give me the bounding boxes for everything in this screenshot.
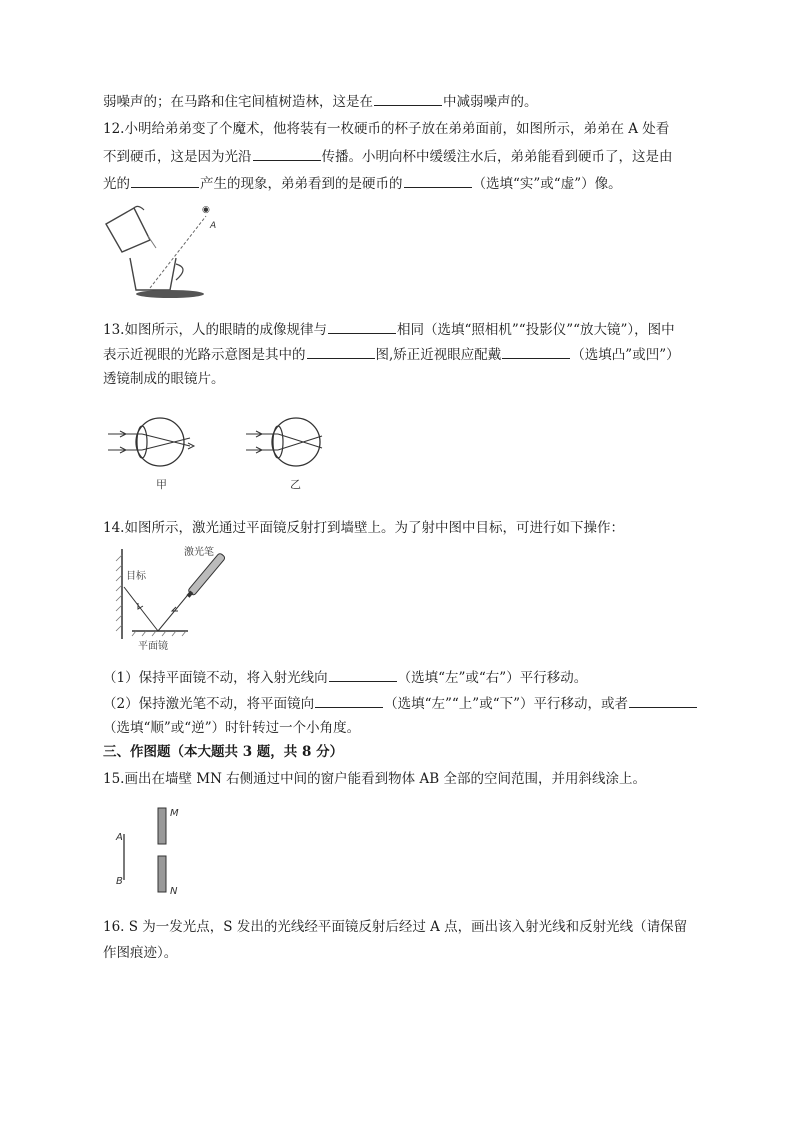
answer-blank[interactable] <box>315 694 383 708</box>
text: 相同（选填“照相机”“投影仪”“放大镜”），图中 <box>396 322 675 338</box>
text: 透镜制成的眼镜片。 <box>103 371 225 387</box>
answer-blank[interactable] <box>629 694 697 708</box>
section-heading <box>103 743 343 761</box>
text: （选填“实”或“虚”）像。 <box>472 176 622 192</box>
answer-blank[interactable] <box>328 320 396 334</box>
text-line <box>103 92 538 111</box>
question-13-line3 <box>103 370 225 388</box>
answer-blank[interactable] <box>404 174 472 188</box>
text: 不到硬币，这是因为光沿 <box>103 149 252 165</box>
text: 12.小明给弟弟变了个魔术，他将装有一枚硬币的杯子放在弟弟面前，如图所示，弟弟在 A 处看 <box>103 121 670 137</box>
text: 13.如图所示，人的眼睛的成像规律与 <box>103 322 327 338</box>
answer-blank[interactable] <box>253 147 321 161</box>
laser-mirror-figure <box>110 545 240 655</box>
question-14-sub3 <box>103 719 360 737</box>
text: （选填“左”或“右”）平行移动。 <box>397 670 588 686</box>
text: 产生的现象，弟弟看到的是硬币的 <box>200 176 403 192</box>
question-12-line1 <box>103 120 669 138</box>
cup-coin-figure <box>100 200 220 302</box>
eye-diagrams-figure <box>100 408 340 500</box>
eye-right <box>246 418 322 491</box>
answer-blank[interactable] <box>307 345 375 359</box>
eye-left <box>108 418 194 491</box>
label-N: N <box>170 886 178 897</box>
label-M: M <box>170 808 179 819</box>
question-12-line3 <box>103 174 622 193</box>
target-label: 目标 <box>126 571 146 582</box>
wall-window-figure <box>110 804 210 900</box>
text: 中减弱噪声的。 <box>443 94 538 110</box>
question-16-line2 <box>103 944 177 962</box>
question-12-line2 <box>103 147 673 166</box>
eye-label-left: 甲 <box>156 478 167 491</box>
answer-blank[interactable] <box>329 668 397 682</box>
question-16-line1 <box>103 918 687 936</box>
label-B: B <box>116 876 123 887</box>
text: 传播。小明向杯中缓缓注水后，弟弟能看到硬币了，这是由 <box>321 149 673 165</box>
question-15-line <box>103 770 646 788</box>
text: （选填“左”“上”或“下”）平行移动，或者 <box>384 696 629 712</box>
laser-label: 激光笔 <box>184 547 214 558</box>
text: （选填凸”或凹”） <box>571 347 680 363</box>
text: 作图痕迹）。 <box>103 945 178 961</box>
text: 15.画出在墙壁 MN 右侧通过中间的窗户能看到物体 AB 全部的空间范围，并用斜线涂上。 <box>103 771 646 787</box>
text: 弱噪声的；在马路和住宅间植树造林，这是在 <box>103 94 373 110</box>
question-14-sub2 <box>103 694 698 713</box>
label-A-cup: A <box>210 221 217 231</box>
text: 14.如图所示，激光通过平面镜反射打到墙壁上。为了射中图中目标，可进行如下操作： <box>103 520 624 536</box>
answer-blank[interactable] <box>374 92 442 106</box>
answer-blank[interactable] <box>131 174 199 188</box>
text: 表示近视眼的光路示意图是其中的 <box>103 347 306 363</box>
answer-blank[interactable] <box>502 345 570 359</box>
text: （2）保持激光笔不动，将平面镜向 <box>103 696 315 712</box>
text: （1）保持平面镜不动，将入射光线向 <box>103 670 328 686</box>
question-13-line2 <box>103 345 680 364</box>
question-14-line1 <box>103 519 624 537</box>
svg-text:◉: ◉ <box>202 205 210 215</box>
text: 图,矫正近视眼应配戴 <box>375 347 502 363</box>
text: 三、作图题（本大题共 3 题，共 8 分） <box>103 744 344 760</box>
question-14-sub1 <box>103 668 587 687</box>
mirror-label: 平面镜 <box>138 641 168 652</box>
text: （选填“顺”或“逆”）时针转过一个小角度。 <box>103 720 361 736</box>
text: 16. S 为一发光点，S 发出的光线经平面镜反射后经过 A 点，画出该入射光线和反射光线（请保留 <box>103 919 688 935</box>
question-13-line1 <box>103 320 675 339</box>
text: 光的 <box>103 176 130 192</box>
eye-label-right: 乙 <box>290 478 301 491</box>
label-A: A <box>116 832 123 843</box>
